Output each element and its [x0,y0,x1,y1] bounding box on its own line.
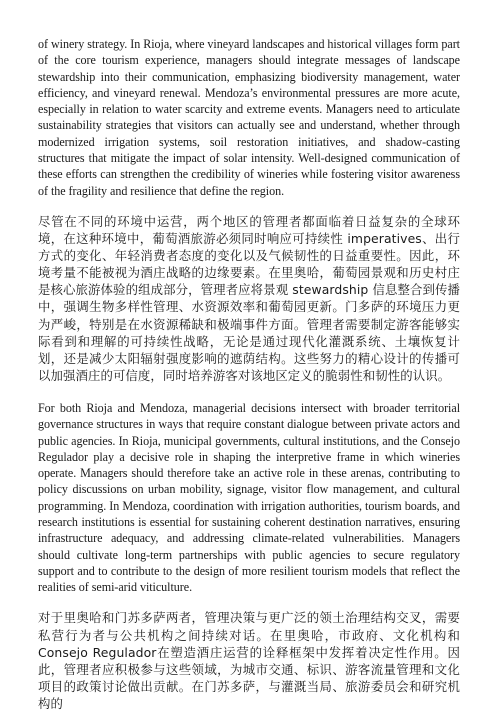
paragraph-english-2: For both Rioja and Mendoza, managerial decisions intersect with broader territorial governance structures in ways that require constant dialogue between private actors and public agencies. In Rioja, municipal governments, cultural institutions, and the Consejo Regulador play a decisive role in shaping the interpretive frame in which wineries operate. Managers should therefore take an active role in these arenas, contributing to policy discussions on urban mobility, signage, visitor flow management, and cultural programming. In Mendoza, coordination with irrigation authorities, tourism boards, and research institutions is essential for sustaining coherent destination narratives, ensuring infrastructure adequacy, and addressing climate-related vulnerabilities. Managers should cultivate long-term partnerships with public agencies to secure regulatory support and to contribute to the design of more resilient tourism models that reflect the realities of semi-arid viticulture. [38,400,460,595]
paragraph-chinese-1: 尽管在不同的环境中运营，两个地区的管理者都面临着日益复杂的全球环境，在这种环境中，葡萄酒旅游必须同时响应可持续性 imperatives、出行方式的变化、年轻消费者态度的变化以及气候韧性的日益重要性。因此，环境考量不能被视为酒庄战略的边缘要素。在里奥哈，葡萄园景观和历史村庄是核心旅游体验的组成部分，管理者应将景观 stewardship 信息整合到传播中，强调生物多样性管理、水资源效率和葡萄园更新。门多萨的环境压力更为严峻，特别是在水资源稀缺和极端事件方面。管理者需要制定游客能够实际看到和理解的可持续性战略，无论是通过现代化灌溉系统、土壤恢复计划，还是减少太阳辐射强度影响的遮荫结构。这些努力的精心设计的传播可以加强酒庄的可信度，同时培养游客对该地区定义的脆弱性和韧性的认识。 [38,213,460,383]
paragraph-english-1: of winery strategy. In Rioja, where vineyard landscapes and historical villages form part of the core tourism experience, managers should integrate messages of landscape stewardship into their communication, emphasizing biodiversity management, water efficiency, and vineyard renewal. Mendoza’s environmental pressures are more acute, especially in relation to water scarcity and extreme events. Managers need to articulate sustainability strategies that visitors can actually see and understand, whether through modernized irrigation systems, soil restoration initiatives, and shadow-casting structures that mitigate the impact of solar intensity. Well-designed communication of these efforts can strengthen the credibility of wineries while fostering visitor awareness of the fragility and resilience that define the region. [38,37,460,198]
paragraph-chinese-2: 对于里奥哈和门苏多萨两者，管理决策与更广泛的领土治理结构交叉，需要私营行为者与公共机构之间持续对话。在里奥哈，市政府、文化机构和Consejo Regulador在塑造酒庄运营的诠释框架中发挥着决定性作用。因此，管理者应积极参与这些领域，为城市交通、标识、游客流量管理和文化项目的政策讨论做出贡献。在门苏多萨，与灌溉当局、旅游委员会和研究机构的 [38,610,460,711]
document-body [38,36,460,712]
